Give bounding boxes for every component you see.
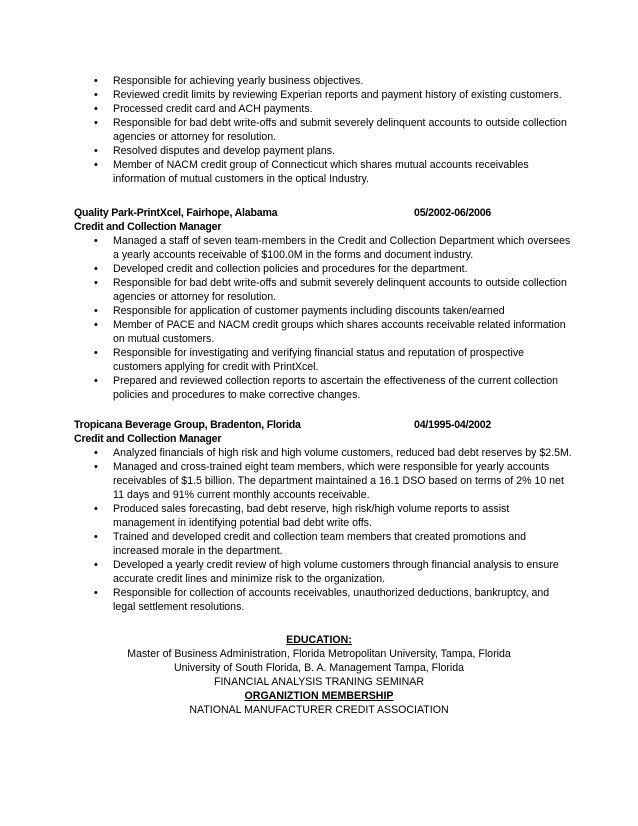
list-item: • Responsible for application of customer payments including discounts taken/earned — [74, 304, 574, 318]
list-item: • Member of NACM credit group of Connecticut which shares mutual accounts receivables information of mutual customers in the optical Industry. — [74, 158, 574, 186]
list-item: • Managed and cross-trained eight team members, which were responsible for yearly accounts receivables of $1.5 billion. The department maintained a 16.1 DSO based on terms of 2% 10 net 11 days and 91% current monthly accounts receivable. — [74, 460, 574, 502]
company-name: Quality Park-PrintXcel, Fairhope, Alabama — [74, 207, 278, 219]
list-item: • Developed a yearly credit review of high volume customers through financial analysis to ensure accurate credit lines and minimize risk to the organization. — [74, 558, 574, 586]
job-tropicana — [74, 418, 574, 614]
list-item: • Responsible for achieving yearly business objectives. — [74, 74, 574, 88]
job-quality-park — [74, 206, 574, 402]
list-item: • Responsible for collection of accounts receivables, unauthorized deductions, bankruptcy, and legal settlement resolutions. — [74, 586, 574, 614]
job-bullets — [74, 446, 574, 614]
list-item: • Responsible for bad debt write-offs and submit severely delinquent accounts to outside collection agencies or attorney for resolution. — [74, 116, 574, 144]
seminar: FINANCIAL ANALYSIS TRANING SEMINAR — [214, 676, 424, 688]
list-item: • Produced sales forecasting, bad debt reserve, high risk/high volume reports to assist management in identifying potential bad debt write offs. — [74, 502, 574, 530]
list-item: • Managed a staff of seven team-members in the Credit and Collection Department which oversees a yearly accounts receivable of $100.0M in the forms and document industry. — [74, 234, 574, 262]
degree-mba: Master of Business Administration, Florida Metropolitan University, Tampa, Florida — [127, 648, 511, 660]
membership-heading: ORGANIZTION MEMBERSHIP — [244, 690, 394, 702]
list-item: • Reviewed credit limits by reviewing Experian reports and payment history of existing customers. — [74, 88, 574, 102]
job-title: Credit and Collection Manager — [74, 433, 222, 445]
education-heading: EDUCATION: — [286, 634, 352, 646]
job-header — [74, 206, 574, 220]
list-item: • Developed credit and collection policies and procedures for the department. — [74, 262, 574, 276]
list-item: • Responsible for bad debt write-offs and submit severely delinquent accounts to outside collection agencies or attorney for resolution. — [74, 276, 574, 304]
job-dates: 04/1995-04/2002 — [414, 419, 492, 431]
job-bullets — [74, 234, 574, 402]
list-item: • Processed credit card and ACH payments. — [74, 102, 574, 116]
company-name: Tropicana Beverage Group, Bradenton, Florida — [74, 419, 301, 431]
job-header — [74, 418, 574, 432]
list-item: • Trained and developed credit and collection team members that created promotions and increased morale in the department. — [74, 530, 574, 558]
list-item: • Responsible for investigating and verifying financial status and reputation of prospective customers applying for credit with PrintXcel. — [74, 346, 574, 374]
list-item: • Analyzed financials of high risk and high volume customers, reduced bad debt reserves by $2.5M. — [74, 446, 574, 460]
list-item: • Member of PACE and NACM credit groups which shares accounts receivable related information on mutual customers. — [74, 318, 574, 346]
list-item: • Prepared and reviewed collection reports to ascertain the effectiveness of the current collection policies and procedures to make corrective changes. — [74, 374, 574, 402]
degree-ba: University of South Florida, B. A. Management Tampa, Florida — [173, 662, 465, 674]
job-dates: 05/2002-06/2006 — [414, 207, 492, 219]
previous-job-bullets — [74, 74, 574, 186]
list-item: • Resolved disputes and develop payment plans. — [74, 144, 574, 158]
membership-item: NATIONAL MANUFACTURER CREDIT ASSOCIATION — [189, 704, 449, 716]
job-title: Credit and Collection Manager — [74, 221, 222, 233]
